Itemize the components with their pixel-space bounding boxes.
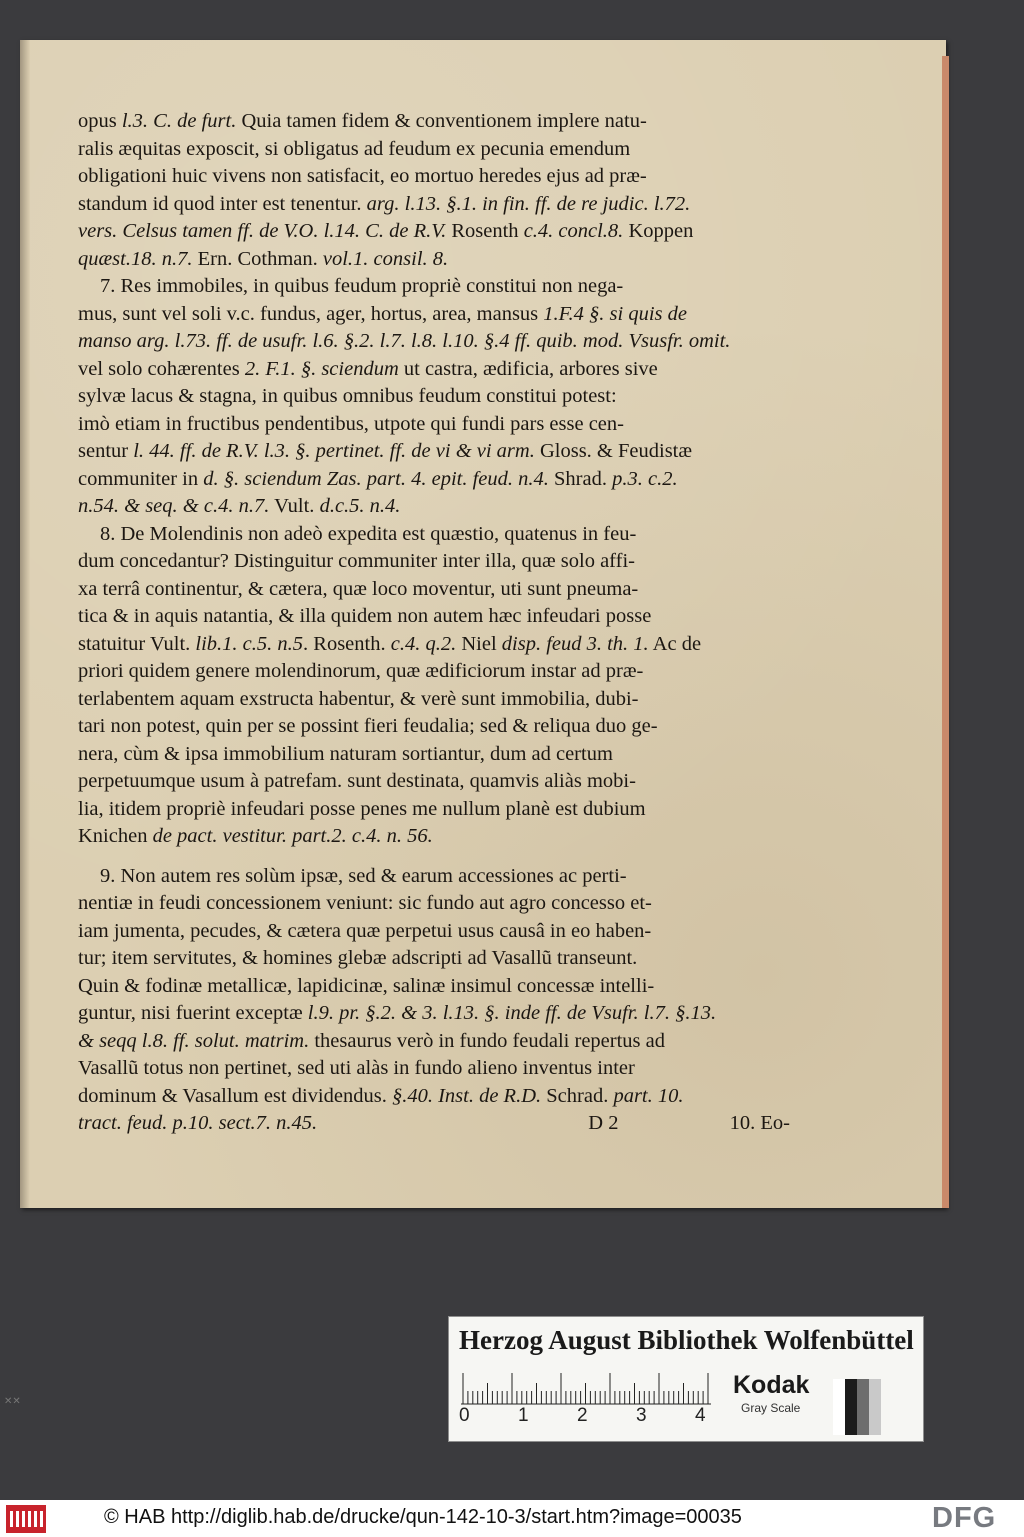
body-text: communiter in — [78, 467, 204, 490]
text-line — [78, 411, 798, 439]
body-text: statuitur Vult. — [78, 632, 196, 655]
body-text: dum concedantur? Distinguitur communiter inter illa, quæ solo affi- — [78, 550, 635, 572]
body-text: opus — [78, 110, 122, 132]
page-edge — [942, 56, 949, 1208]
body-text: Gloss. & Feudistæ — [534, 440, 693, 462]
text-line — [78, 521, 798, 549]
citation-text: p.3. c.2. — [612, 467, 678, 490]
body-text: Shrad. — [548, 467, 613, 490]
citation-text: 1.F.4 §. si quis de — [543, 302, 687, 325]
body-text: 7. Res immobiles, in quibus feudum propriè constitui non nega- — [100, 275, 624, 297]
text-line — [78, 890, 798, 918]
text-line — [78, 713, 798, 741]
citation-text: tract. feud. p.10. sect.7. n.45. — [78, 1112, 318, 1134]
citation-text: vol.1. consil. 8. — [322, 247, 449, 270]
ruler-scale — [461, 1369, 721, 1405]
citation-text: c.4. concl.8. — [523, 220, 624, 242]
text-line — [78, 945, 798, 973]
ruler-number: 3 — [636, 1405, 647, 1426]
text-line — [78, 136, 798, 164]
text-line — [78, 191, 798, 219]
body-text: dominum & Vasallum est dividendus. — [78, 1084, 392, 1107]
text-line — [78, 1028, 798, 1056]
hab-logo-icon — [6, 1505, 46, 1533]
citation-text: de pact. vestitur. part.2. c.4. n. 56. — [152, 825, 433, 847]
body-text: . Rosenth. — [303, 632, 391, 655]
body-text: ralis æquitas exposcit, si obligatus ad feudum ex pecunia emendum — [78, 137, 631, 160]
text-line — [78, 658, 798, 686]
body-text: Knichen — [78, 825, 153, 847]
text-line — [78, 603, 798, 631]
citation-text: c.4. q.2. — [390, 632, 457, 655]
text-line — [78, 1055, 798, 1083]
body-text: vel solo cohærentes — [78, 357, 245, 380]
body-text: obligationi huic vivens non satisfacit, eo mortuo heredes ejus ad præ- — [78, 165, 647, 187]
citation-text: d. §. sciendum Zas. part. 4. epit. feud. n.4. — [203, 467, 549, 490]
text-line — [78, 466, 798, 494]
body-text: terlabentem aquam exstructa habentur, & verè sunt immobilia, dubi- — [78, 687, 639, 710]
citation-text: 2. F.1. §. sciendum — [244, 357, 399, 380]
text-line — [78, 548, 798, 576]
text-line — [78, 273, 798, 301]
text-line — [78, 163, 798, 191]
body-text: Schrad. — [541, 1084, 614, 1107]
body-text: perpetuumque usum à patrefam. sunt destinata, quamvis aliàs mobi- — [78, 770, 636, 792]
body-text: Ac de — [648, 632, 702, 655]
body-text: sentur — [78, 440, 134, 462]
text-line — [78, 768, 798, 796]
citation-text: manso arg. l.73. ff. de usufr. l.6. §.2. l.7. l.8. l.10. §.4 ff. quib. mod. Vsusfr. omit. — [78, 330, 731, 352]
citation-text: lib.1. c.5. n.5 — [195, 632, 304, 655]
body-text: Vult. — [269, 495, 320, 517]
text-line — [78, 741, 798, 769]
text-line — [78, 246, 798, 274]
body-text: Niel — [456, 632, 502, 655]
body-text: ut castra, ædificia, arbores sive — [398, 357, 658, 380]
citation-text: n.54. & seq. & c.4. n.7. — [78, 495, 270, 517]
ruler-number: 1 — [518, 1405, 529, 1426]
body-text: sylvæ lacus & stagna, in quibus omnibus feudum constitui potest: — [78, 385, 617, 407]
ruler-number: 0 — [459, 1405, 470, 1426]
copyright-url[interactable]: © HAB http://diglib.hab.de/drucke/qun-142-10-3/start.htm?image=00035 — [104, 1506, 742, 1528]
text-line — [78, 356, 798, 384]
body-text: Quin & fodinæ metallicæ, lapidicinæ, salinæ insimul concessæ intelli- — [78, 974, 655, 997]
body-text: 9. Non autem res solùm ipsæ, sed & earum accessiones ac perti- — [100, 864, 627, 887]
citation-text: §.40. Inst. de R.D. — [391, 1084, 542, 1107]
gray-scale-swatches — [833, 1379, 881, 1435]
body-text: priori quidem genere molendinorum, quæ ædificiorum instar ad præ- — [78, 660, 644, 682]
dfg-logo: DFG — [932, 1502, 997, 1534]
page-text — [78, 108, 798, 1138]
kodak-logo: Kodak — [733, 1371, 810, 1399]
body-text: thesaurus verò in fundo feudali repertus ad — [309, 1029, 666, 1052]
gray-scale-label: Gray Scale — [741, 1401, 801, 1415]
body-text: Koppen — [623, 220, 694, 242]
body-text: standum id quod inter est tenentur. — [78, 192, 367, 215]
text-line — [78, 918, 798, 946]
body-text: Vasallũ totus non pertinet, sed uti alàs in fundo alieno inventus inter — [78, 1057, 635, 1079]
citation-text: & seqq l.8. ff. solut. matrim. — [78, 1029, 310, 1052]
citation-text: d.c.5. n.4. — [319, 495, 401, 517]
text-line — [78, 631, 798, 659]
text-line — [78, 328, 798, 356]
text-line — [78, 438, 798, 466]
body-text: Quia tamen fidem & conventionem implere natu- — [236, 110, 647, 132]
signature-mark: D 2 — [588, 1112, 619, 1134]
body-text: tari non potest, quin per se possint fieri feudalia; sed & reliqua duo ge- — [78, 715, 658, 737]
text-line — [78, 493, 798, 521]
body-text: tur; item servitutes, & homines glebæ adscripti ad Vasallũ transeunt. — [78, 947, 638, 969]
text-line — [78, 1000, 798, 1028]
text-line — [78, 108, 798, 136]
body-text: xa terrâ continentur, & cætera, quæ loco moventur, uti sunt pneuma- — [78, 577, 639, 600]
body-text: mus, sunt vel soli v.c. fundus, ager, hortus, area, mansus — [78, 302, 544, 325]
citation-text: arg. l.13. §.1. in fin. ff. de re judic. l.72. — [366, 192, 691, 215]
text-line — [78, 686, 798, 714]
text-line — [78, 576, 798, 604]
body-text: Ern. Cothman. — [192, 247, 323, 270]
body-text: tica & in aquis natantia, & illa quidem non autem hæc infeudari posse — [78, 605, 652, 627]
citation-text: l.3. C. de furt. — [121, 110, 237, 132]
citation-text: l.9. pr. §.2. & 3. l.13. §. inde ff. de Vsufr. l.7. §.13. — [307, 1002, 717, 1024]
citation-text: quæst.18. n.7. — [78, 247, 193, 270]
footer-bar — [0, 1500, 1024, 1537]
citation-text: vers. Celsus tamen ff. de V.O. l.14. C. de R.V. — [78, 220, 447, 242]
text-line — [78, 383, 798, 411]
body-text: 8. De Molendinis non adeò expedita est quæstio, quatenus in feu- — [100, 522, 637, 545]
library-color-card — [448, 1316, 924, 1442]
library-name: Herzog August Bibliothek Wolfenbüttel — [459, 1325, 914, 1355]
last-line — [78, 1110, 790, 1138]
citation-text: l. 44. ff. de R.V. l.3. §. pertinet. ff. de vi & vi arm. — [133, 440, 535, 462]
text-line — [78, 863, 798, 891]
text-line — [78, 796, 798, 824]
body-text: guntur, nisi fuerint exceptæ — [78, 1002, 308, 1024]
body-text: imò etiam in fructibus pendentibus, utpote qui fundi pars esse cen- — [78, 412, 624, 435]
ruler-numbers — [459, 1405, 719, 1431]
body-text: Rosenth — [446, 220, 524, 242]
text-line — [78, 218, 798, 246]
citation-text: part. 10. — [613, 1084, 684, 1107]
text-line — [78, 973, 798, 1001]
citation-text: disp. feud 3. th. 1. — [501, 632, 649, 655]
text-line — [78, 823, 798, 851]
ruler-number: 4 — [695, 1405, 706, 1426]
body-text: nera, cùm & ipsa immobilium naturam sortiantur, dum ad certum — [78, 742, 613, 765]
body-text: lia, itidem propriè infeudari posse penes me nullum planè est dubium — [78, 797, 646, 820]
page-gutter-shadow — [20, 40, 30, 1208]
catchword: 10. Eo- — [729, 1112, 790, 1134]
body-text: iam jumenta, pecudes, & cætera quæ perpetui usus causâ in eo haben- — [78, 919, 652, 942]
ruler-number: 2 — [577, 1405, 588, 1426]
text-line — [78, 1083, 798, 1111]
margin-mark: ✕✕ — [4, 1396, 21, 1407]
text-line — [78, 301, 798, 329]
body-text: nentiæ in feudi concessionem veniunt: sic fundo aut agro concesso et- — [78, 892, 652, 914]
